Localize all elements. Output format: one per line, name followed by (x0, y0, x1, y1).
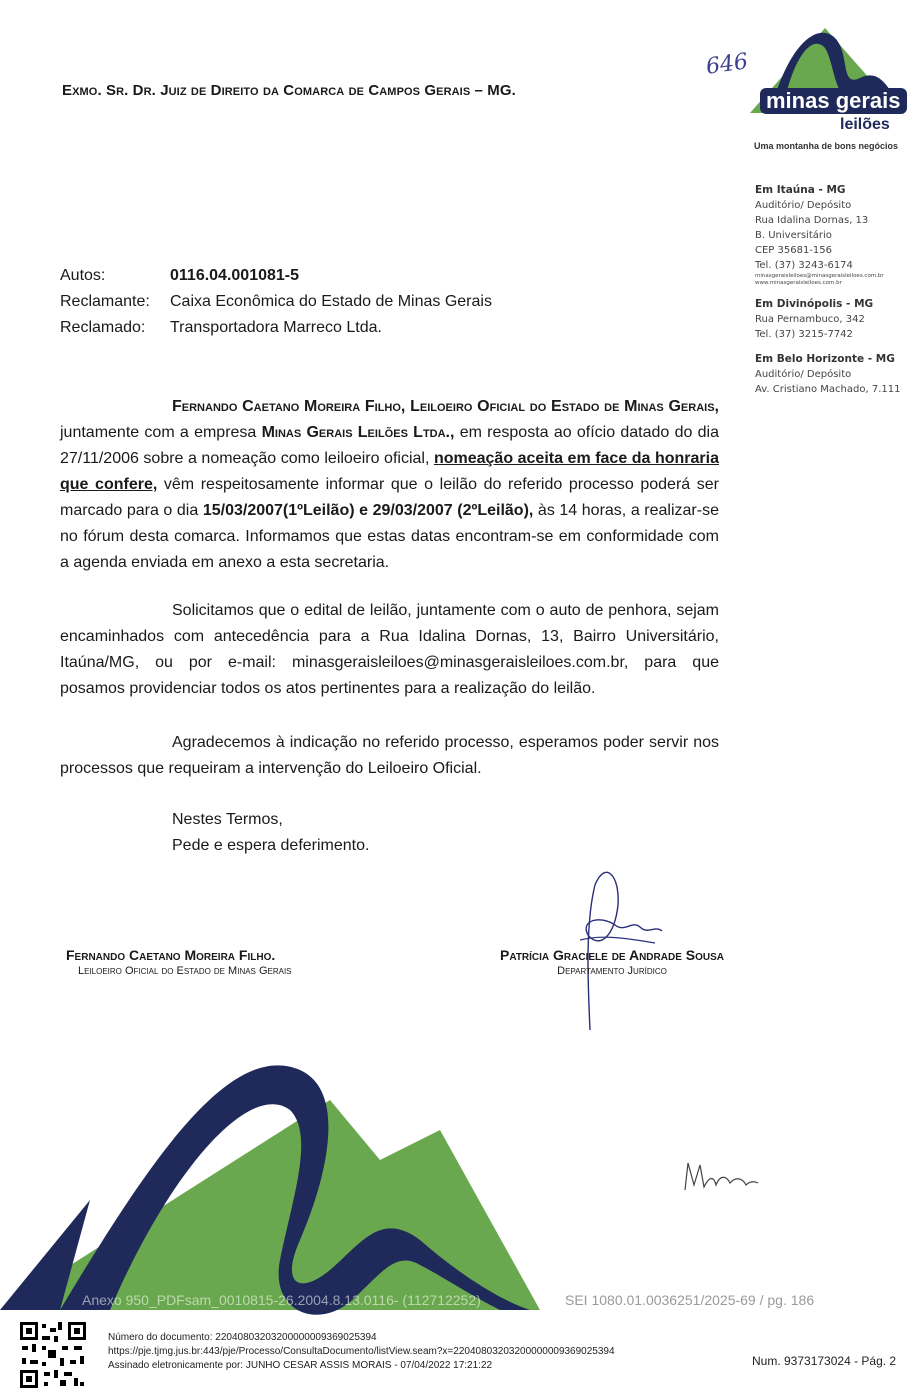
case-info (60, 263, 492, 341)
paragraph-3: Agradecemos à indicação no referido processo, esperamos poder servir nos processos que requeiram a intervenção do Leiloeiro Oficial. (60, 734, 719, 777)
closing-line-1: Nestes Termos, (172, 811, 283, 828)
city-name: Em Itaúna - MG (755, 184, 846, 196)
handwritten-initials-icon (680, 1155, 760, 1195)
signer-role: Departamento Jurídico (557, 965, 667, 977)
logo-brand: minas gerais (760, 88, 907, 114)
address-line: Auditório/ Depósito (755, 369, 852, 380)
address-line: Tel. (37) 3243-6174 (755, 260, 853, 271)
reclamado-label: Reclamado: (60, 319, 146, 336)
text-run: em resposta ao ofício datado do dia 27/11/2006 sobre a nomeação como leiloeiro oficial, (60, 424, 719, 467)
closing-line-2: Pede e espera deferimento. (172, 837, 370, 854)
logo-sub: leilões (840, 116, 890, 133)
reclamante-label: Reclamante: (60, 293, 150, 310)
watermark-left: Anexo 950_PDFsam_0010815-26.2004.8.13.0116- (112712252) (82, 1292, 481, 1308)
signature-right (500, 947, 724, 977)
text-run: vêm respeitosamente informar que o leilão do referido processo poderá ser marcado para o dia (60, 476, 720, 519)
address-bh (755, 352, 915, 397)
email-text: minasgeraisleiloes@minasgeraisleiloes.com.br (755, 273, 884, 279)
acceptance-highlight: nomeação aceita em face da honraria que confere, (60, 450, 720, 493)
document-number: Número do documento: 22040803203200000009369025394 (108, 1332, 377, 1343)
closing (172, 807, 369, 859)
company-name: Minas Gerais Leilões Ltda., (261, 424, 455, 441)
signature-left (66, 947, 292, 977)
address-line: B. Universitário (755, 230, 832, 241)
signer-name: Fernando Caetano Moreira Filho. (66, 947, 276, 963)
footer-info (108, 1331, 615, 1373)
autos-value: 0116.04.001081-5 (170, 267, 300, 284)
text-run: juntamente com a empresa (60, 424, 262, 441)
address-line: CEP 35681-156 (755, 245, 833, 256)
sidebar-addresses (755, 183, 915, 407)
paragraph-1 (60, 394, 719, 576)
address-line: Rua Idalina Dornas, 13 (755, 215, 869, 226)
website-text: www.minasgeraisleiloes.com.br (755, 280, 842, 286)
watermark-right: SEI 1080.01.0036251/2025-69 / pg. 186 (565, 1292, 815, 1308)
company-logo (730, 18, 920, 158)
signer-name: Patrícia Graciele de Andrade Sousa (500, 947, 724, 963)
city-name: Em Divinópolis - MG (755, 298, 874, 310)
auction-dates: 15/03/2007(1ºLeilão) e 29/03/2007 (2ºLeilão), (202, 502, 534, 519)
reclamante-value: Caixa Econômica do Estado de Minas Gerais (170, 293, 492, 310)
auctioneer-name: Fernando Caetano Moreira Filho, Leiloeiro Oficial do Estado de Minas Gerais, (172, 398, 719, 415)
qr-code-icon (18, 1320, 88, 1390)
signer-role: Leiloeiro Oficial do Estado de Minas Gerais (78, 965, 292, 977)
addressee-line: Exmo. Sr. Dr. Juiz de Direito da Comarca de Campos Gerais – MG. (62, 82, 516, 99)
city-name: Em Belo Horizonte - MG (755, 353, 895, 365)
address-line: Av. Cristiano Machado, 7.111 (755, 384, 901, 395)
handwritten-page-number: 646 (704, 49, 750, 80)
address-itauna (755, 183, 915, 287)
bottom-mountain-logo-icon (0, 1040, 560, 1320)
logo-tagline: Uma montanha de bons negócios (754, 141, 899, 151)
address-line: Auditório/ Depósito (755, 200, 852, 211)
text-run: às 14 horas, a realizar-se no fórum desta comarca. Informamos que estas datas encontram-se em conformidade com a agenda enviada em anexo a esta secretaria. (60, 502, 719, 571)
autos-label: Autos: (60, 267, 106, 284)
document-url[interactable]: https://pje.tjmg.jus.br:443/pje/Processo/ConsultaDocumento/listView.seam?x=22040803203200000009369025394 (108, 1346, 615, 1357)
reclamado-value: Transportadora Marreco Ltda. (170, 319, 382, 336)
address-divinopolis (755, 297, 915, 342)
address-line: Tel. (37) 3215-7742 (755, 329, 853, 340)
address-line: Rua Pernambuco, 342 (755, 314, 865, 325)
signed-by: Assinado eletronicamente por: JUNHO CESAR ASSIS MORAIS - 07/04/2022 17:21:22 (108, 1360, 493, 1371)
page-number: Num. 9373173024 - Pág. 2 (752, 1354, 897, 1368)
paragraph-2: Solicitamos que o edital de leilão, juntamente com o auto de penhora, sejam encaminhados com antecedência para a Rua Idalina Dornas, 13, Bairro Universitário, Itaúna/MG, ou por e-mail: minasgeraisleiloes@minasgeraisleiloes.com.br, para que posamos providenciar todos os atos pertinentes para a realização do leilão. (60, 602, 719, 697)
mountain-logo-icon (730, 18, 920, 138)
